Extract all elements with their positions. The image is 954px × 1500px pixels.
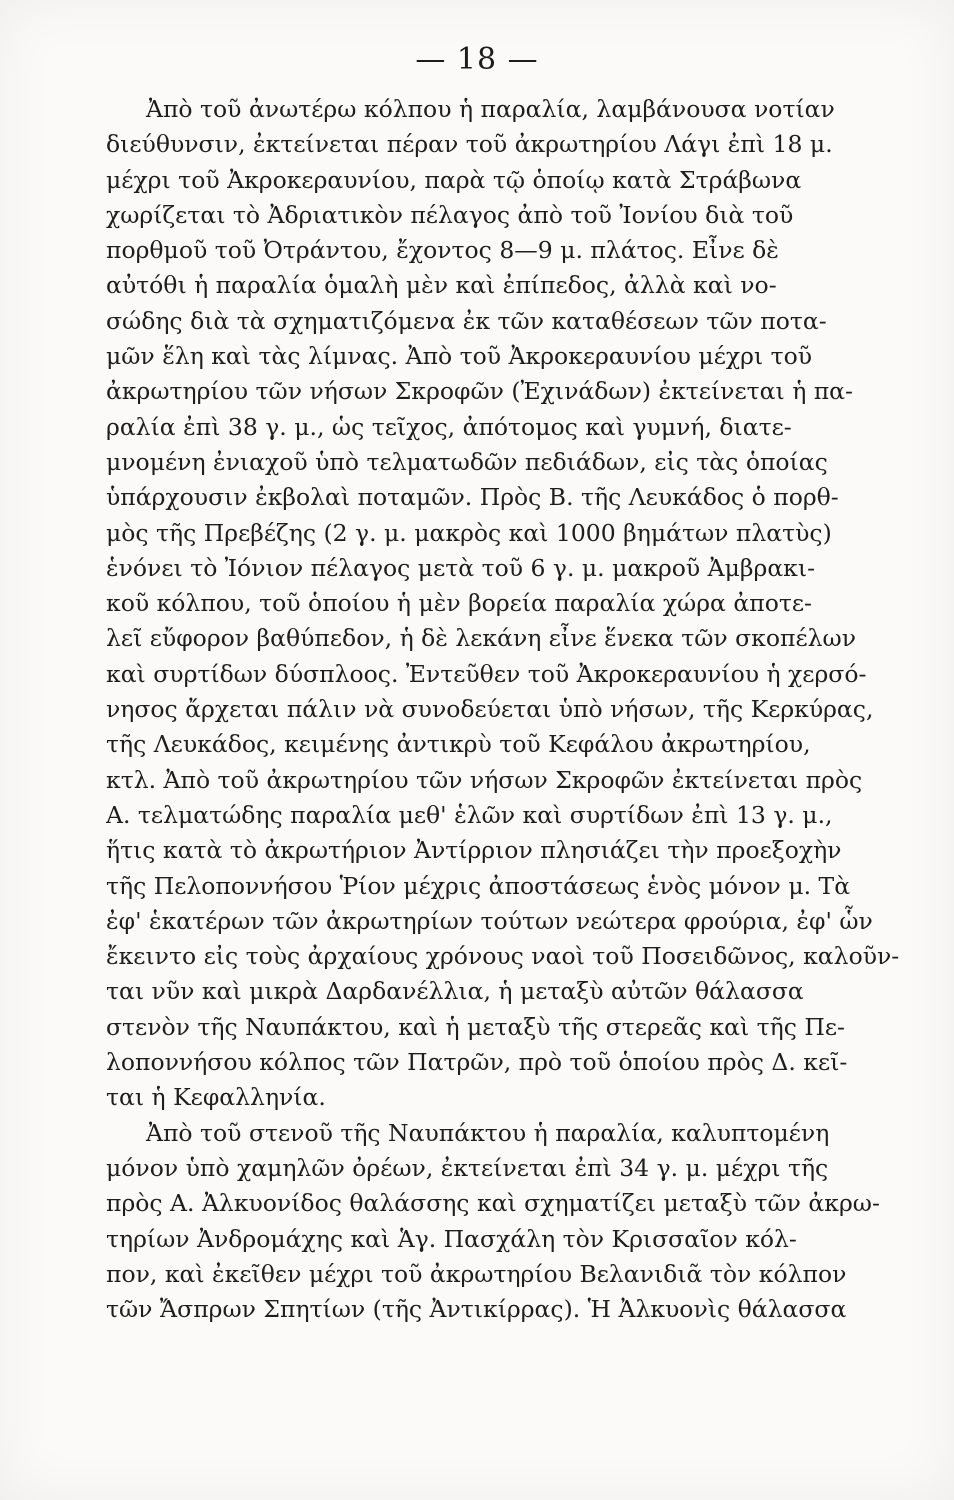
text-line: στενὸν τῆς Ναυπάκτου, καὶ ἡ μεταξὺ τῆς στερεᾶς καὶ τῆς Πε-	[106, 1012, 845, 1041]
text-line: νησος ἄρχεται πάλιν νὰ συνοδεύεται ὑπὸ νήσων, τῆς Κερκύρας,	[106, 695, 874, 724]
text-line: ται νῦν καὶ μικρὰ Δαρδανέλλια, ἡ μεταξὺ αὐτῶν θάλασσα	[106, 977, 804, 1006]
text-line: κοῦ κόλπου, τοῦ ὁποίου ἡ μὲν βορεία παραλία χώρα ἀποτε-	[106, 589, 812, 618]
text-line: πρὸς Α. Ἀλκυονίδος θαλάσσης καὶ σχηματίζει μεταξὺ τῶν ἀκρω-	[106, 1189, 880, 1218]
page-number: — 18 —	[415, 42, 539, 77]
text-line: ἔκειντο εἰς τοὺς ἀρχαίους χρόνους ναοὶ τοῦ Ποσειδῶνος, καλοῦν-	[106, 942, 900, 971]
text-line: καὶ συρτίδων δύσπλοος. Ἐντεῦθεν τοῦ Ἀκροκεραυνίου ἡ χερσό-	[106, 659, 867, 688]
text-line: τηρίων Ἀνδρομάχης καὶ Ἁγ. Πασχάλη τὸν Κρισσαῖον κόλ-	[106, 1224, 797, 1253]
text-line: ἥτις κατὰ τὸ ἀκρωτήριον Ἀντίρριον πλησιάζει τὴν προεξοχὴν	[106, 836, 842, 865]
text-line: πον, καὶ ἐκεῖθεν μέχρι τοῦ ἀκρωτηρίου Βελανιδιᾶ τὸν κόλπον	[106, 1259, 847, 1288]
text-line: μέχρι τοῦ Ἀκροκεραυνίου, παρὰ τῷ ὁποίῳ κατὰ Στράβωνα	[106, 165, 802, 194]
text-line: ὑπάρχουσιν ἐκβολαὶ ποταμῶν. Πρὸς Β. τῆς Λευκάδος ὁ πορθ-	[106, 483, 839, 512]
text-line: πορθμοῦ τοῦ Ὀτράντου, ἔχοντος 8—9 μ. πλάτος. Εἶνε δὲ	[106, 236, 779, 265]
text-line: χωρίζεται τὸ Ἀδριατικὸν πέλαγος ἀπὸ τοῦ Ἰονίου διὰ τοῦ	[106, 200, 794, 229]
text-line: ἑνόνει τὸ Ἰόνιον πέλαγος μετὰ τοῦ 6 γ. μ. μακροῦ Ἀμβρακι-	[106, 553, 816, 582]
text-line: διεύθυνσιν, ἐκτείνεται πέραν τοῦ ἀκρωτηρίου Λάγι ἐπὶ 18 μ.	[106, 130, 833, 159]
text-line: μὸς τῆς Πρεβέζης (2 γ. μ. μακρὸς καὶ 1000 βημάτων πλατὺς)	[106, 518, 832, 547]
text-line: Ἀπὸ τοῦ ἀνωτέρω κόλπου ἡ παραλία, λαμβάνουσα νοτίαν	[146, 95, 835, 123]
text-line: τῆς Λευκάδος, κειμένης ἀντικρὺ τοῦ Κεφάλου ἀκρωτηρίου,	[106, 730, 811, 759]
text-line: κτλ. Ἀπὸ τοῦ ἀκρωτηρίου τῶν νήσων Σκροφῶν ἐκτείνεται πρὸς	[106, 765, 863, 794]
text-line: τῆς Πελοποννήσου Ῥίον μέχρις ἀποστάσεως ἑνὸς μόνον μ. Τὰ	[106, 871, 851, 900]
text-line: ται ἡ Κεφαλληνία.	[106, 1083, 326, 1112]
text-line: αὐτόθι ἡ παραλία ὁμαλὴ μὲν καὶ ἐπίπεδος, ἀλλὰ καὶ νο-	[106, 271, 777, 300]
text-line: μνομένη ἐνιαχοῦ ὑπὸ τελματωδῶν πεδιάδων, εἰς τὰς ὁποίας	[106, 447, 828, 476]
text-line: ἐφ' ἑκατέρων τῶν ἀκρωτηρίων τούτων νεώτερα φρούρια, ἐφ' ὧν	[106, 906, 873, 935]
text-line: Α. τελματώδης παραλία μεθ' ἑλῶν καὶ συρτίδων ἐπὶ 13 γ. μ.,	[106, 800, 833, 829]
text-line: Ἀπὸ τοῦ στενοῦ τῆς Ναυπάκτου ἡ παραλία, καλυπτομένη	[146, 1118, 830, 1147]
text-line: σώδης διὰ τὰ σχηματιζόμενα ἐκ τῶν καταθέσεων τῶν ποτα-	[106, 306, 827, 335]
text-line: τῶν Ἄσπρων Σπητίων (τῆς Ἀντικίρρας). Ἡ Ἀλκυονὶς θάλασσα	[106, 1295, 847, 1324]
text-line: μῶν ἕλη καὶ τὰς λίμνας. Ἀπὸ τοῦ Ἀκροκεραυνίου μέχρι τοῦ	[106, 342, 813, 371]
text-line: ἀκρωτηρίου τῶν νήσων Σκροφῶν (Ἐχινάδων) ἐκτείνεται ἡ πα-	[106, 377, 853, 406]
text-line: ραλία ἐπὶ 38 γ. μ., ὡς τεῖχος, ἀπότομος καὶ γυμνή, διατε-	[106, 412, 792, 441]
body-text	[106, 92, 910, 1327]
text-line: λοποννήσου κόλπος τῶν Πατρῶν, πρὸ τοῦ ὁποίου πρὸς Δ. κεῖ-	[106, 1048, 848, 1077]
text-line: λεῖ εὔφορον βαθύπεδον, ἡ δὲ λεκάνη εἶνε ἕνεκα τῶν σκοπέλων	[106, 624, 856, 653]
text-line: μόνον ὑπὸ χαμηλῶν ὀρέων, ἐκτείνεται ἐπὶ 34 γ. μ. μέχρι τῆς	[106, 1153, 829, 1182]
